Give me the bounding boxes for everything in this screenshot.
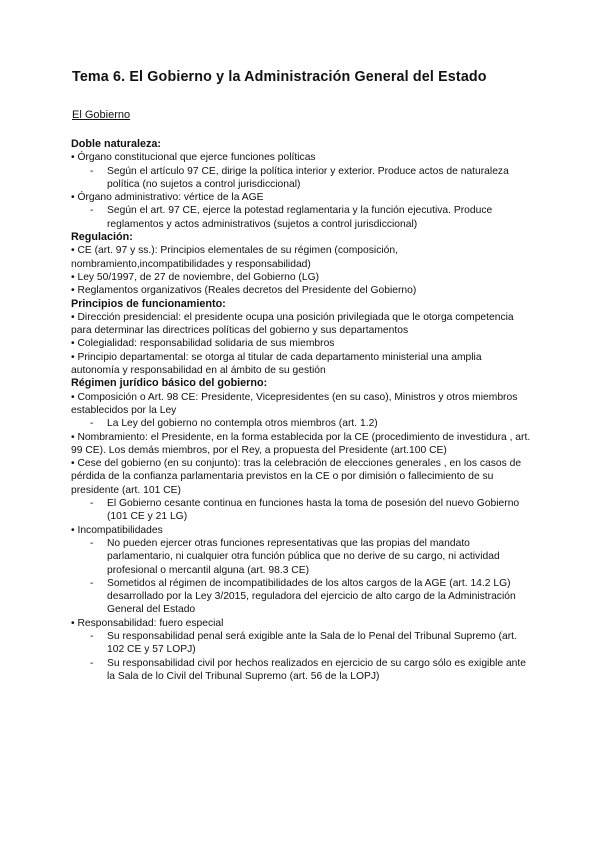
line-text: Doble naturaleza: bbox=[71, 138, 161, 150]
dash-marker: - bbox=[90, 418, 94, 430]
line-text: El Gobierno cesante continua en funciones hasta la toma de posesión del nuevo Gobierno (101 CE y 21 LG) bbox=[107, 498, 520, 523]
line-text: • Colegialidad: responsabilidad solidaria de sus miembros bbox=[71, 338, 335, 350]
dash-marker: - bbox=[90, 498, 94, 510]
line-text: • Órgano administrativo: vértice de la AGE bbox=[71, 192, 264, 204]
dash-item bbox=[71, 204, 531, 231]
dash-item bbox=[71, 630, 531, 657]
line-text: Según el art. 97 CE, ejerce la potestad reglamentaria y la función ejecutiva. Produce reglamentos y actos administrativos (sujetos a control jurisdiccional) bbox=[107, 205, 493, 230]
line-text: • Cese del gobierno (en su conjunto): tras la celebración de elecciones generales , en los casos de pérdida de la confianza parlamentaria previstos en la CE o por dimisión o fallecimiento de su presidente (art. 101 CE) bbox=[71, 458, 522, 496]
line-text: Régimen jurídico básico del gobierno: bbox=[71, 377, 268, 390]
bullet-item bbox=[71, 524, 531, 537]
bullet-item bbox=[71, 351, 531, 378]
bullet-item bbox=[71, 284, 531, 297]
bullet-item bbox=[71, 191, 531, 204]
bullet-item bbox=[71, 391, 531, 418]
line-text: • Composición o Art. 98 CE: Presidente, Vicepresidentes (en su caso), Ministros y otros miembros establecidos por la Ley bbox=[71, 391, 518, 416]
bullet-item bbox=[71, 151, 531, 164]
bullet-item bbox=[71, 311, 531, 338]
subheading bbox=[71, 377, 531, 390]
line-text: • Principio departamental: se otorga al titular de cada departamento ministerial una amplia autonomía y responsabilidad en al ámbito de su gestión bbox=[71, 351, 482, 377]
bullet-item bbox=[71, 457, 531, 497]
dash-marker: - bbox=[90, 165, 94, 177]
line-text: • Nombramiento: el Presidente, en la forma establecida por la CE (procedimiento de investidura , art. 99 CE). Los demás miembros, por el Rey, a propuesta del Presidente (art.100 CE) bbox=[71, 431, 531, 456]
document-body bbox=[71, 138, 531, 683]
bullet-item bbox=[71, 337, 531, 350]
line-text: Según el artículo 97 CE, dirige la política interior y exterior. Produce actos de naturaleza política (no sujetos a control jurisdiccional) bbox=[107, 165, 509, 190]
dash-marker: - bbox=[90, 657, 94, 669]
page-title: Tema 6. El Gobierno y la Administración General del Estado bbox=[72, 69, 487, 85]
line-text: • Ley 50/1997, de 27 de noviembre, del Gobierno (LG) bbox=[71, 271, 320, 283]
dash-item bbox=[71, 165, 531, 192]
subheading bbox=[71, 138, 531, 151]
line-text: • Reglamentos organizativos (Reales decretos del Presidente del Gobierno) bbox=[71, 285, 417, 297]
subheading bbox=[71, 298, 531, 311]
line-text: Principios de funcionamiento: bbox=[71, 297, 226, 310]
section-heading: El Gobierno bbox=[72, 109, 131, 121]
dash-marker: - bbox=[90, 205, 94, 217]
line-text: La Ley del gobierno no contempla otros miembros (art. 1.2) bbox=[107, 418, 378, 430]
bullet-item bbox=[71, 244, 531, 271]
line-text: • CE (art. 97 y ss.): Principios elementales de su régimen (composición, nombramiento,incompatibilidades y responsabilidad) bbox=[71, 245, 398, 270]
line-text: • Órgano constitucional que ejerce funciones políticas bbox=[71, 152, 316, 164]
dash-item bbox=[71, 657, 531, 684]
line-text: Su responsabilidad civil por hechos realizados en ejercicio de su cargo sólo es exigible ante la Sala de lo Civil del Tribunal Supremo (art. 56 de la LOPJ) bbox=[107, 657, 526, 682]
dash-marker: - bbox=[90, 630, 94, 642]
line-text: • Dirección presidencial: el presidente ocupa una posición privilegiada que le otorga competencia para determinar las directrices políticas del gobierno y sus departamentos bbox=[71, 311, 514, 337]
dash-item bbox=[71, 537, 531, 577]
line-text: Sometidos al régimen de incompatibilidades de los altos cargos de la AGE (art. 14.2 LG) desarrollado por la Ley 3/2015, reguladora del ejercicio de alto cargo de la Administración General del Estado bbox=[107, 577, 516, 616]
line-text: Regulación: bbox=[71, 231, 133, 244]
line-text: • Responsabilidad: fuero especial bbox=[71, 617, 224, 629]
subheading bbox=[71, 231, 531, 244]
line-text: No pueden ejercer otras funciones representativas que las propias del mandato parlamentario, ni cualquier otra función pública que no derive de su cargo, ni actividad profesional o mercantil alguna (art. 98.3 CE) bbox=[107, 537, 500, 576]
dash-marker: - bbox=[90, 577, 94, 589]
dash-marker: - bbox=[90, 537, 94, 549]
dash-item bbox=[71, 497, 531, 524]
dash-item bbox=[71, 417, 531, 430]
bullet-item bbox=[71, 617, 531, 630]
bullet-item bbox=[71, 271, 531, 284]
line-text: Su responsabilidad penal será exigible ante la Sala de lo Penal del Tribunal Supremo (art. 102 CE y 57 LOPJ) bbox=[107, 630, 517, 656]
dash-item bbox=[71, 577, 531, 617]
line-text: • Incompatibilidades bbox=[71, 524, 163, 536]
bullet-item bbox=[71, 431, 531, 458]
